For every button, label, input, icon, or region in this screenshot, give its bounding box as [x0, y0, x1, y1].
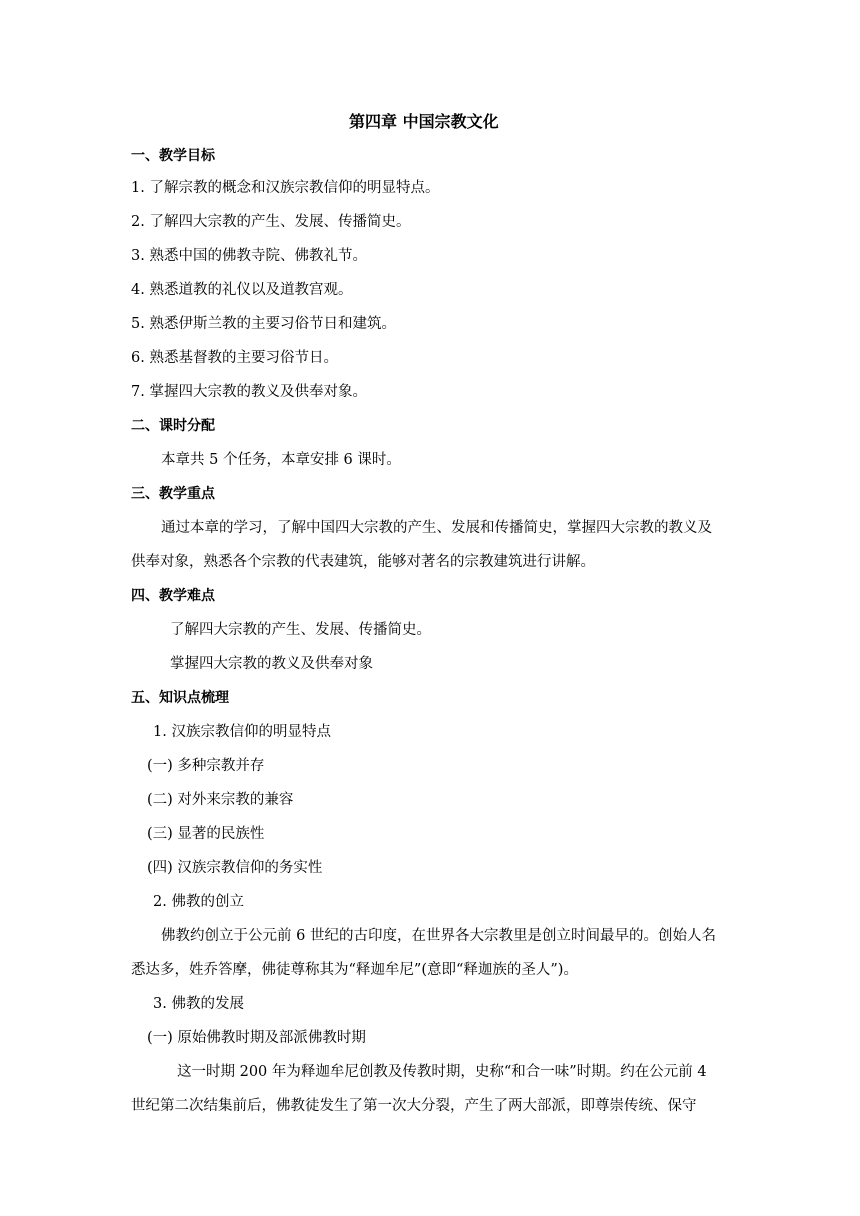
section-heading-hours: 二、课时分配	[131, 418, 215, 434]
difficulties-line: 了解四大宗教的产生、发展、传播简史。	[170, 622, 431, 638]
hours-text: 本章共 5 个任务，本章安排 6 课时。	[161, 452, 401, 468]
knowledge-line: 这一时期 200 年为释迦牟尼创教及传教时期，史称“和合一味”时期。约在公元前 4	[177, 1064, 707, 1080]
knowledge-line: 悉达多，姓乔答摩，佛徒尊称其为“释迦牟尼”(意即“释迦族的圣人”)。	[131, 962, 578, 978]
objective-item: 5. 熟悉伊斯兰教的主要习俗节日和建筑。	[131, 316, 396, 332]
knowledge-line: 2. 佛教的创立	[153, 894, 244, 910]
objective-item: 1. 了解宗教的概念和汉族宗教信仰的明显特点。	[131, 180, 440, 196]
knowledge-line: 佛教约创立于公元前 6 世纪的古印度，在世界各大宗教里是创立时间最早的。创始人名	[161, 928, 716, 944]
objective-item: 3. 熟悉中国的佛教寺院、佛教礼节。	[131, 248, 367, 264]
section-heading-difficulties: 四、教学难点	[131, 588, 215, 604]
objective-item: 6. 熟悉基督教的主要习俗节日。	[131, 350, 338, 366]
key-points-line: 供奉对象，熟悉各个宗教的代表建筑，能够对著名的宗教建筑进行讲解。	[131, 554, 595, 570]
section-heading-objectives: 一、教学目标	[131, 148, 215, 164]
knowledge-line: 1. 汉族宗教信仰的明显特点	[153, 724, 331, 740]
difficulties-line: 掌握四大宗教的教义及供奉对象	[170, 656, 373, 672]
section-heading-key-points: 三、教学重点	[131, 486, 215, 502]
section-heading-knowledge: 五、知识点梳理	[131, 690, 229, 706]
objective-item: 7. 掌握四大宗教的教义及供奉对象。	[131, 384, 367, 400]
knowledge-line: 世纪第二次结集前后，佛教徒发生了第一次大分裂，产生了两大部派，即尊崇传统、保守	[131, 1098, 697, 1114]
knowledge-line: (一) 多种宗教并存	[147, 758, 265, 774]
knowledge-line: (二) 对外来宗教的兼容	[147, 792, 294, 808]
objective-item: 4. 熟悉道教的礼仪以及道教宫观。	[131, 282, 353, 298]
knowledge-line: (四) 汉族宗教信仰的务实性	[147, 860, 323, 876]
key-points-line: 通过本章的学习，了解中国四大宗教的产生、发展和传播简史，掌握四大宗教的教义及	[161, 520, 712, 536]
objective-item: 2. 了解四大宗教的产生、发展、传播简史。	[131, 214, 411, 230]
page-title: 第四章 中国宗教文化	[349, 112, 499, 131]
knowledge-line: (三) 显著的民族性	[147, 826, 265, 842]
knowledge-line: 3. 佛教的发展	[153, 996, 244, 1012]
knowledge-line: (一) 原始佛教时期及部派佛教时期	[147, 1030, 366, 1046]
